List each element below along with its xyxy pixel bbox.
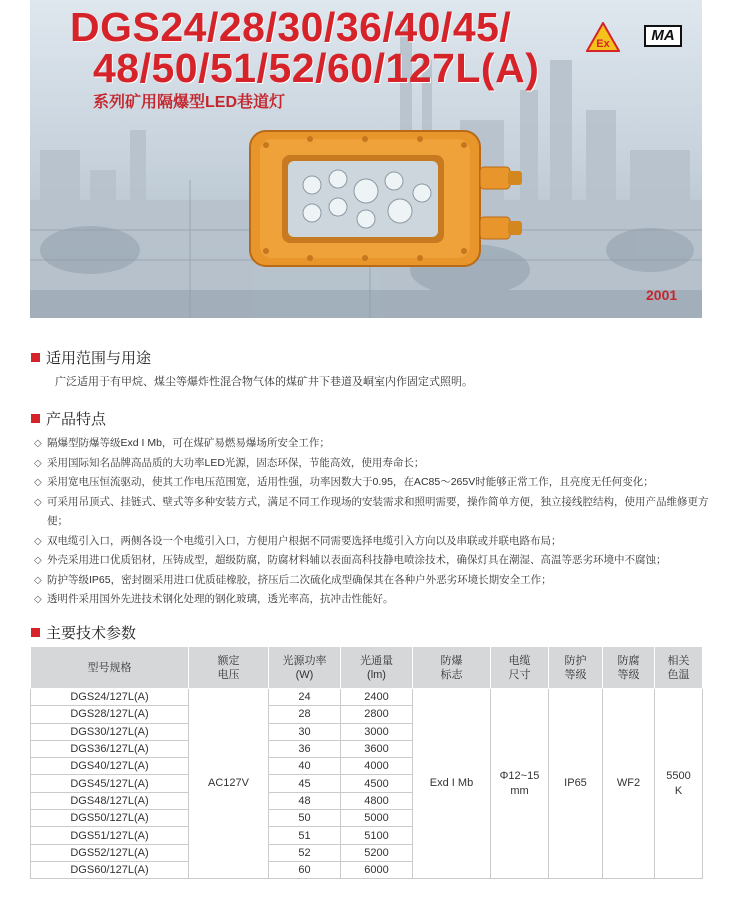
cell-power: 50 bbox=[269, 810, 341, 827]
specs-heading-text: 主要技术参数 bbox=[46, 625, 137, 642]
cell-flux: 3600 bbox=[341, 740, 413, 757]
ex-certification-badge bbox=[586, 22, 620, 52]
product-title-line2: 48/50/51/52/60/127L(A) bbox=[93, 45, 540, 91]
feature-item bbox=[34, 571, 714, 591]
table-header-row bbox=[31, 647, 703, 689]
cell-flux: 2400 bbox=[341, 689, 413, 706]
cell-flux: 2800 bbox=[341, 706, 413, 723]
feature-text: 双电缆引入口，两侧各设一个电缆引入口，方便用户根据不同需要选择电缆引入方向以及串联或并联电路布局； bbox=[47, 534, 562, 547]
header-ex-mark: 防爆 标志 bbox=[413, 647, 491, 689]
diamond-bullet-icon: ◇ bbox=[34, 574, 42, 586]
ma-certification-badge: MA bbox=[644, 25, 682, 47]
feature-item bbox=[34, 434, 714, 454]
cell-voltage: AC127V bbox=[189, 689, 269, 879]
feature-text: 采用宽电压恒流驱动，使其工作电压范围宽，适用性强，功率因数大于0.95，在AC85～265V时能够正常工作，且亮度无任何变化； bbox=[47, 476, 654, 488]
header-power: 光源功率 (W) bbox=[269, 647, 341, 689]
feature-item bbox=[34, 532, 714, 552]
cell-model: DGS60/127L(A) bbox=[31, 861, 189, 878]
header-cct: 相关 色温 bbox=[655, 647, 703, 689]
features-heading-text: 产品特点 bbox=[46, 411, 107, 428]
diamond-bullet-icon: ◇ bbox=[34, 594, 42, 605]
ex-badge-label: Ex bbox=[596, 38, 610, 50]
diamond-bullet-icon: ◇ bbox=[34, 535, 42, 547]
cell-flux: 4800 bbox=[341, 792, 413, 809]
cell-model: DGS36/127L(A) bbox=[31, 740, 189, 757]
scope-heading-text: 适用范围与用途 bbox=[46, 350, 152, 367]
header-cable: 电缆 尺寸 bbox=[491, 647, 549, 689]
cell-flux: 6000 bbox=[341, 861, 413, 878]
hero-banner bbox=[30, 0, 702, 318]
cell-cable: Φ12~15 mm bbox=[491, 689, 549, 879]
cell-flux: 3000 bbox=[341, 723, 413, 740]
scope-text: 广泛适用于有甲烷、煤尘等爆炸性混合物气体的煤矿井下巷道及峒室内作固定式照明。 bbox=[55, 376, 473, 388]
heading-square-icon bbox=[31, 414, 40, 423]
specs-table bbox=[30, 646, 703, 879]
cell-power: 36 bbox=[269, 740, 341, 757]
section-heading-specs bbox=[31, 622, 136, 643]
feature-text: 采用国际知名品牌高品质的大功率LED光源，固态环保，节能高效，使用寿命长； bbox=[47, 456, 425, 469]
header-flux: 光通量 (lm) bbox=[341, 647, 413, 689]
cell-model: DGS52/127L(A) bbox=[31, 844, 189, 861]
diamond-bullet-icon: ◇ bbox=[34, 477, 42, 488]
feature-text: 可采用吊顶式、挂链式、壁式等多种安装方式，满足不同工作现场的安装需求和照明需要，操作简单方便，独立接线腔结构，使用产品维修更方便； bbox=[47, 495, 709, 527]
feature-item bbox=[34, 454, 714, 474]
cell-power: 51 bbox=[269, 827, 341, 844]
feature-item bbox=[34, 493, 714, 532]
feature-item bbox=[34, 590, 714, 610]
cell-model: DGS51/127L(A) bbox=[31, 827, 189, 844]
cell-ip: IP65 bbox=[549, 689, 603, 879]
cell-flux: 4500 bbox=[341, 775, 413, 792]
header-voltage: 额定 电压 bbox=[189, 647, 269, 689]
diamond-bullet-icon: ◇ bbox=[34, 457, 42, 469]
cell-ex-mark: Exd I Mb bbox=[413, 689, 491, 879]
feature-text: 外壳采用进口优质铝材，压铸成型，超级防腐，防腐材料辅以表面高科技静电喷涂技术，确保灯具在潮湿、高温等恶劣环境中不腐蚀； bbox=[47, 554, 667, 566]
cell-power: 28 bbox=[269, 706, 341, 723]
product-title-line1: DGS24/28/30/36/40/45/ bbox=[70, 4, 512, 50]
diamond-bullet-icon: ◇ bbox=[34, 438, 42, 449]
cell-flux: 4000 bbox=[341, 758, 413, 775]
cell-power: 45 bbox=[269, 775, 341, 792]
header-model: 型号规格 bbox=[31, 647, 189, 689]
cell-flux: 5100 bbox=[341, 827, 413, 844]
feature-text: 防护等级IP65，密封圈采用进口优质硅橡胶，挤压后二次硫化成型确保其在各种户外恶劣环境长期安全工作； bbox=[47, 573, 552, 586]
diamond-bullet-icon: ◇ bbox=[34, 555, 42, 566]
cell-corrosion: WF2 bbox=[603, 689, 655, 879]
feature-list bbox=[34, 434, 714, 610]
feature-text: 透明件采用国外先进技术钢化处理的钢化玻璃，透光率高，抗冲击性能好。 bbox=[47, 593, 394, 605]
cell-power: 24 bbox=[269, 689, 341, 706]
feature-text: 隔爆型防爆等级Exd I Mb，可在煤矿易燃易爆场所安全工作； bbox=[47, 437, 330, 449]
cell-power: 60 bbox=[269, 861, 341, 878]
year-label: 2001 bbox=[646, 287, 678, 303]
product-subtitle: 系列矿用隔爆型LED巷道灯 bbox=[93, 94, 286, 111]
cell-cct: 5500 K bbox=[655, 689, 703, 879]
cell-power: 30 bbox=[269, 723, 341, 740]
feature-item bbox=[34, 473, 714, 493]
cell-model: DGS30/127L(A) bbox=[31, 723, 189, 740]
heading-square-icon bbox=[31, 353, 40, 362]
led-lamp-product-image bbox=[230, 125, 530, 275]
ex-triangle-icon bbox=[586, 22, 620, 52]
cell-power: 48 bbox=[269, 792, 341, 809]
cell-model: DGS48/127L(A) bbox=[31, 792, 189, 809]
cell-power: 40 bbox=[269, 758, 341, 775]
header-ip: 防护 等级 bbox=[549, 647, 603, 689]
cell-model: DGS24/127L(A) bbox=[31, 689, 189, 706]
table-row bbox=[31, 689, 703, 706]
cell-flux: 5200 bbox=[341, 844, 413, 861]
cell-model: DGS50/127L(A) bbox=[31, 810, 189, 827]
section-heading-features bbox=[31, 408, 106, 429]
cell-flux: 5000 bbox=[341, 810, 413, 827]
heading-square-icon bbox=[31, 628, 40, 637]
feature-item bbox=[34, 551, 714, 571]
cell-model: DGS45/127L(A) bbox=[31, 775, 189, 792]
cell-power: 52 bbox=[269, 844, 341, 861]
header-corrosion: 防腐 等级 bbox=[603, 647, 655, 689]
section-heading-scope bbox=[31, 347, 151, 368]
cell-model: DGS40/127L(A) bbox=[31, 758, 189, 775]
cell-model: DGS28/127L(A) bbox=[31, 706, 189, 723]
diamond-bullet-icon: ◇ bbox=[34, 496, 42, 508]
